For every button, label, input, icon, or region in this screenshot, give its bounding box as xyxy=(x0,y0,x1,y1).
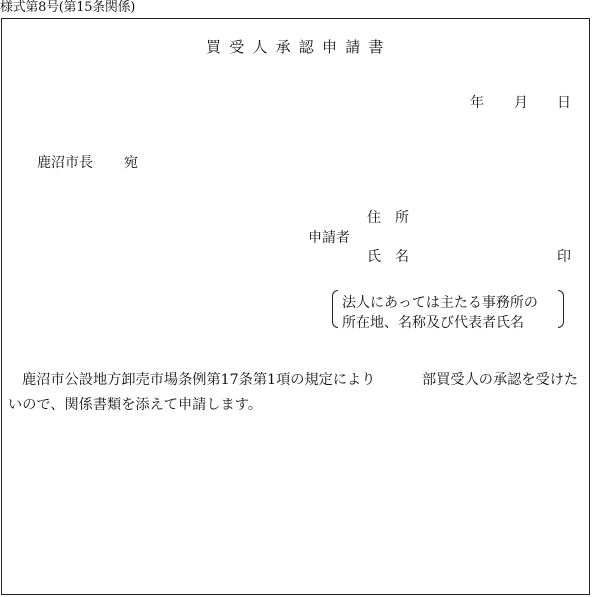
applicant-name-label: 氏 名 xyxy=(367,249,409,265)
date-year-label: 年 xyxy=(470,95,484,111)
note-line-2: 所在地、名称及び代表者氏名 xyxy=(342,315,524,331)
seal-label: 印 xyxy=(557,249,571,265)
applicant-address-label: 住 所 xyxy=(367,210,409,226)
applicant-label: 申請者 xyxy=(308,230,350,246)
date-month-label: 月 xyxy=(514,95,528,111)
addressee-suffix: 宛 xyxy=(124,155,138,171)
date-day-label: 日 xyxy=(557,95,571,111)
note-right-bracket xyxy=(558,290,564,328)
form-number-label: 様式第8号(第15条関係) xyxy=(0,0,136,15)
body-line-2: いので、関係書類を添えて申請します。 xyxy=(8,397,262,413)
addressee-name: 鹿沼市長 xyxy=(37,155,93,171)
corporate-note xyxy=(332,290,564,330)
body-line-1-part-1: 鹿沼市公設地方卸売市場条例第17条第1項の規定により xyxy=(22,372,376,388)
note-line-1: 法人にあっては主たる事務所の xyxy=(342,295,538,311)
note-left-bracket xyxy=(332,290,338,328)
body-line-1-part-2: 部買受人の承認を受けた xyxy=(422,372,579,388)
document-title: 買受人承認申請書 xyxy=(206,38,392,56)
